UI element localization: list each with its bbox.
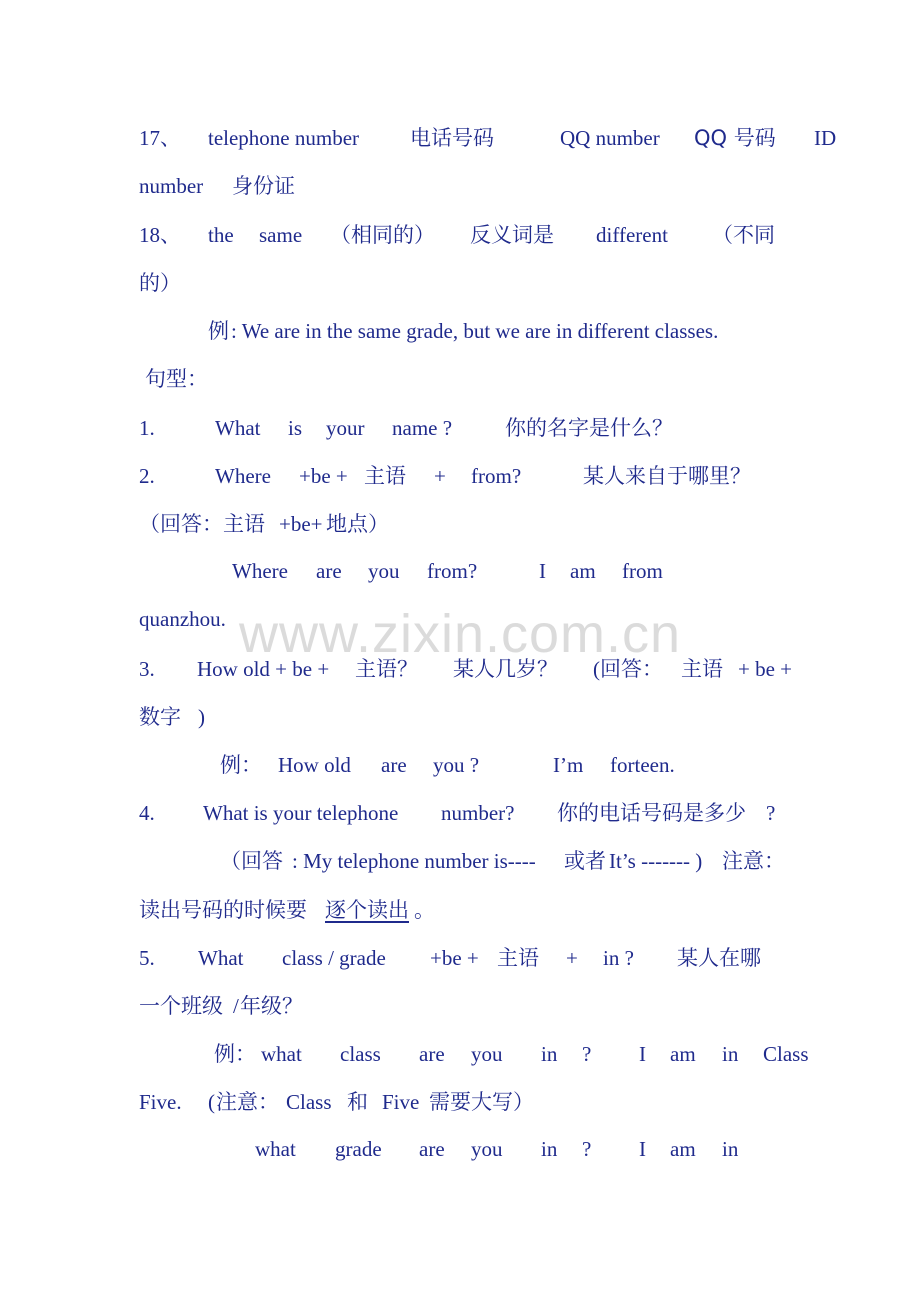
note-text: 读出号码的时候要 (139, 898, 307, 922)
pattern-4-line (0, 789, 920, 837)
word: are (419, 1042, 445, 1066)
note-emphasis: 逐个读出 (325, 898, 409, 922)
chinese-translation: 你的名字是什么？ (505, 416, 673, 440)
word: are (381, 753, 407, 777)
word: in (722, 1042, 739, 1066)
pattern-5-example-3 (0, 1125, 920, 1173)
word: ? (582, 1137, 592, 1161)
word: It’s ------- ) (609, 849, 703, 873)
word: I (539, 559, 546, 583)
word: number? (441, 801, 515, 825)
word: Where (232, 559, 288, 583)
word: + (434, 464, 446, 488)
chinese-term: 主语？ (355, 657, 418, 681)
answer-close: 地点） (326, 512, 389, 536)
word: same (259, 223, 303, 247)
word: +be + (299, 464, 348, 488)
chinese-term: 回答： (600, 657, 663, 681)
word: Five. (139, 1090, 182, 1114)
word: am (670, 1137, 696, 1161)
section-heading: 句型： (145, 367, 208, 391)
chinese-term: 反义词是 (470, 223, 554, 247)
chinese-translation: 某人在哪 (677, 946, 761, 970)
word: How old (278, 753, 351, 777)
item-17-line (0, 114, 920, 162)
item-number: 4. (139, 801, 155, 825)
pattern-2-example (0, 547, 920, 595)
english-term: ID (814, 126, 837, 150)
pattern-5-example-2 (0, 1078, 920, 1126)
pattern-3-example (0, 741, 920, 789)
pattern-1-line (0, 404, 920, 452)
chinese-translation: 某人来自于哪里？ (583, 464, 751, 488)
chinese-term: 或者 (564, 849, 606, 873)
word: am (570, 559, 596, 583)
word: : My telephone number is---- (292, 849, 536, 873)
word: are (316, 559, 342, 583)
word: are (419, 1137, 445, 1161)
pattern-3-line-2 (0, 693, 920, 741)
pattern-5-example (0, 1030, 920, 1078)
word: name ? (392, 416, 453, 440)
word: I (639, 1137, 646, 1161)
word: I (639, 1042, 646, 1066)
word: Where (215, 464, 271, 488)
word: Class (286, 1090, 332, 1114)
item-17-line-2 (0, 162, 920, 210)
item-18-line-2 (0, 259, 920, 307)
word: grade (335, 1137, 382, 1161)
chinese-term: 一个班级 (139, 994, 223, 1018)
chinese-term: 需要大写） (429, 1090, 534, 1114)
pattern-5-line-2 (0, 982, 920, 1030)
pattern-4-answer (0, 837, 920, 885)
item-18-line (0, 211, 920, 259)
chinese-term: （不同 (712, 223, 775, 247)
word: your (326, 416, 365, 440)
word: class / grade (282, 946, 386, 970)
chinese-translation: 你的电话号码是多少 (557, 801, 746, 825)
item-number: 2. (139, 464, 155, 488)
word: from (622, 559, 663, 583)
chinese-term: 数字 (139, 705, 181, 729)
example-label: 例： (220, 753, 262, 777)
word: what (261, 1042, 302, 1066)
patterns-heading-line (0, 355, 920, 403)
word: ( (593, 657, 600, 681)
item-18-example (0, 307, 920, 355)
item-number: 18、 (139, 223, 181, 247)
word: ? (766, 801, 776, 825)
word: is (288, 416, 303, 440)
word: +be + (430, 946, 479, 970)
word: ( (208, 1090, 215, 1114)
word: from? (471, 464, 522, 488)
chinese-term: 身份证 (232, 174, 295, 198)
word: What (215, 416, 261, 440)
word: in (541, 1042, 558, 1066)
word: forteen. (610, 753, 675, 777)
word: Class (763, 1042, 809, 1066)
word: + (566, 946, 578, 970)
chinese-term: 主语 (681, 657, 723, 681)
word: you (471, 1042, 503, 1066)
chinese-term: （回答 (220, 849, 283, 873)
word: What is your telephone (203, 801, 399, 825)
word: class (340, 1042, 381, 1066)
example-label: 例： (214, 1042, 256, 1066)
word: am (670, 1042, 696, 1066)
chinese-term: 注意： (722, 849, 785, 873)
word: in ? (603, 946, 634, 970)
word: How old + be + (197, 657, 330, 681)
word: ? (582, 1042, 592, 1066)
word: I’m (553, 753, 584, 777)
answer-open: （回答：主语 (139, 512, 265, 536)
chinese-translation: 某人几岁？ (453, 657, 558, 681)
item-number: 5. (139, 946, 155, 970)
item-number: 17、 (139, 126, 181, 150)
chinese-term: 主语 (364, 464, 406, 488)
item-number: 3. (139, 657, 155, 681)
pattern-5-line (0, 934, 920, 982)
chinese-term: 的） (139, 271, 181, 295)
item-number: 1. (139, 416, 155, 440)
word: from? (427, 559, 478, 583)
word: / (233, 994, 239, 1018)
chinese-term: 年级？ (240, 994, 303, 1018)
example-sentence: : We are in the same grade, but we are in different classes. (231, 319, 719, 343)
word: ) (198, 705, 205, 729)
english-term: number (139, 174, 204, 198)
word: what (255, 1137, 296, 1161)
word: What (198, 946, 244, 970)
chinese-term: 电话号码 (410, 126, 494, 150)
word: in (541, 1137, 558, 1161)
word: the (208, 223, 234, 247)
chinese-term: （相同的） (330, 223, 435, 247)
chinese-term: 主语 (497, 946, 539, 970)
chinese-term: QQ 号码 (694, 126, 776, 150)
word: + be + (738, 657, 793, 681)
word: you ? (433, 753, 480, 777)
word: quanzhou. (139, 607, 226, 631)
word: you (471, 1137, 503, 1161)
english-term: QQ number (560, 126, 660, 150)
word: Five (382, 1090, 420, 1114)
word: in (722, 1137, 739, 1161)
word: +be+ (279, 512, 323, 536)
chinese-term: 注意： (216, 1090, 279, 1114)
example-label: 例 (208, 319, 229, 343)
word: different (596, 223, 668, 247)
english-term: telephone number (208, 126, 360, 150)
chinese-term: 和 (347, 1090, 368, 1114)
pattern-2-answer (0, 500, 920, 548)
pattern-4-note (0, 886, 920, 934)
watermark: www.zixin.com.cn (238, 604, 682, 664)
word: you (368, 559, 400, 583)
pattern-2-line (0, 452, 920, 500)
note-text: 。 (414, 898, 435, 922)
